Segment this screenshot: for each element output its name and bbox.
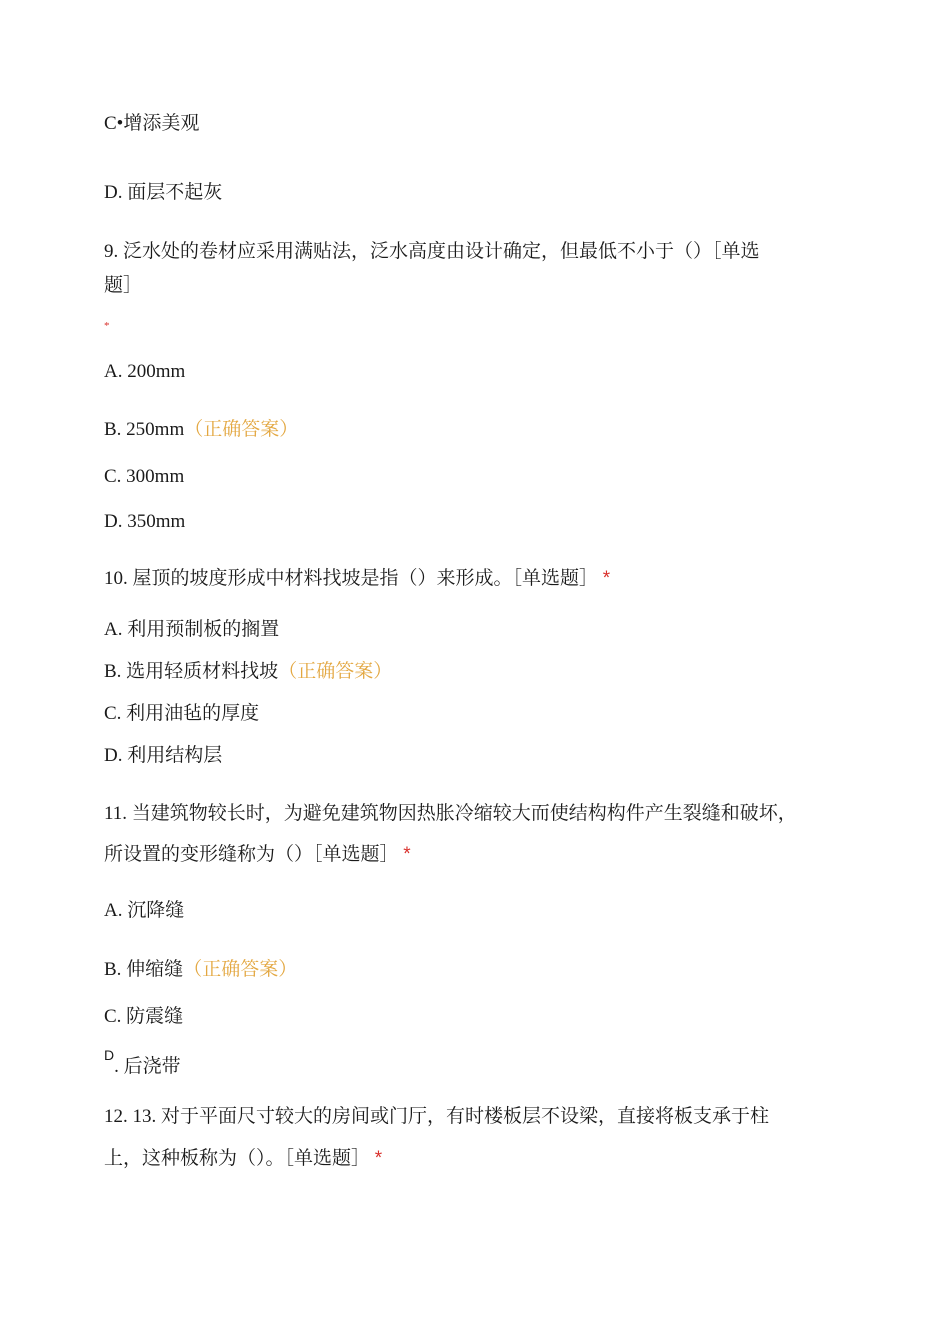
option-text: D. 面层不起灰 (104, 182, 223, 203)
question-text: 12. 13. 对于平面尺寸较大的房间或门厅，有时楼板层不设梁，直接将板支承于柱 (104, 1106, 770, 1127)
option-d-previous (104, 181, 222, 205)
question-12-title-cont (104, 1147, 382, 1171)
option-text: C. 利用油毡的厚度 (104, 703, 260, 724)
question-11-option-a (104, 899, 184, 923)
question-10-title (104, 567, 610, 591)
option-c-previous (104, 112, 199, 136)
question-9-option-d (104, 510, 185, 534)
required-mark: * (374, 1148, 383, 1169)
option-text: D. 利用结构层 (104, 745, 223, 766)
question-10-option-b (104, 660, 392, 684)
option-text: B. 250mm (104, 419, 185, 440)
question-12-title (104, 1105, 769, 1129)
option-letter: D (104, 1047, 115, 1063)
question-11-option-d (104, 1047, 181, 1079)
question-text: 题］ (104, 275, 143, 296)
option-text: A. 利用预制板的搁置 (104, 619, 280, 640)
correct-answer-label: （正确答案） (184, 419, 299, 440)
question-9-title-cont (104, 274, 142, 298)
option-text: B. 伸缩缝 (104, 959, 184, 980)
option-text: . 后浇带 (114, 1056, 181, 1077)
question-text: 9. 泛水处的卷材应采用满贴法，泛水高度由设计确定，但最低不小于（）［单选 (104, 241, 760, 262)
question-11-option-c (104, 1005, 183, 1029)
required-mark: * (104, 320, 110, 332)
option-text: D. 350mm (104, 511, 186, 532)
question-9-option-a (104, 360, 185, 384)
question-11-option-b (104, 958, 297, 982)
required-mark: * (403, 844, 411, 865)
question-10-option-d (104, 744, 222, 768)
question-9-required (104, 312, 110, 338)
question-11-title (104, 802, 797, 826)
option-text: A. 200mm (104, 361, 186, 382)
question-text: 所设置的变形缝称为（）［单选题］ (104, 844, 399, 865)
question-9-title (104, 240, 760, 264)
question-text: 11. 当建筑物较长时，为避免建筑物因热胀冷缩较大而使结构构件产生裂缝和破坏， (104, 803, 797, 824)
question-10-option-a (104, 618, 279, 642)
question-text: 上，这种板称为（）。［单选题］ (104, 1148, 371, 1169)
question-9-option-c (104, 465, 184, 489)
question-text: 10. 屋顶的坡度形成中材料找坡是指（）来形成。［单选题］ (104, 568, 599, 589)
question-10-option-c (104, 702, 259, 726)
required-mark: * (602, 568, 611, 589)
correct-answer-label: （正确答案） (183, 959, 298, 980)
question-9-option-b (104, 418, 298, 442)
correct-answer-label: （正确答案） (278, 661, 393, 682)
question-11-title-cont (104, 843, 411, 867)
option-text: C. 防震缝 (104, 1006, 184, 1027)
option-text: B. 选用轻质材料找坡 (104, 661, 279, 682)
option-text: C•增添美观 (104, 113, 200, 134)
option-text: A. 沉降缝 (104, 900, 185, 921)
option-text: C. 300mm (104, 466, 185, 487)
